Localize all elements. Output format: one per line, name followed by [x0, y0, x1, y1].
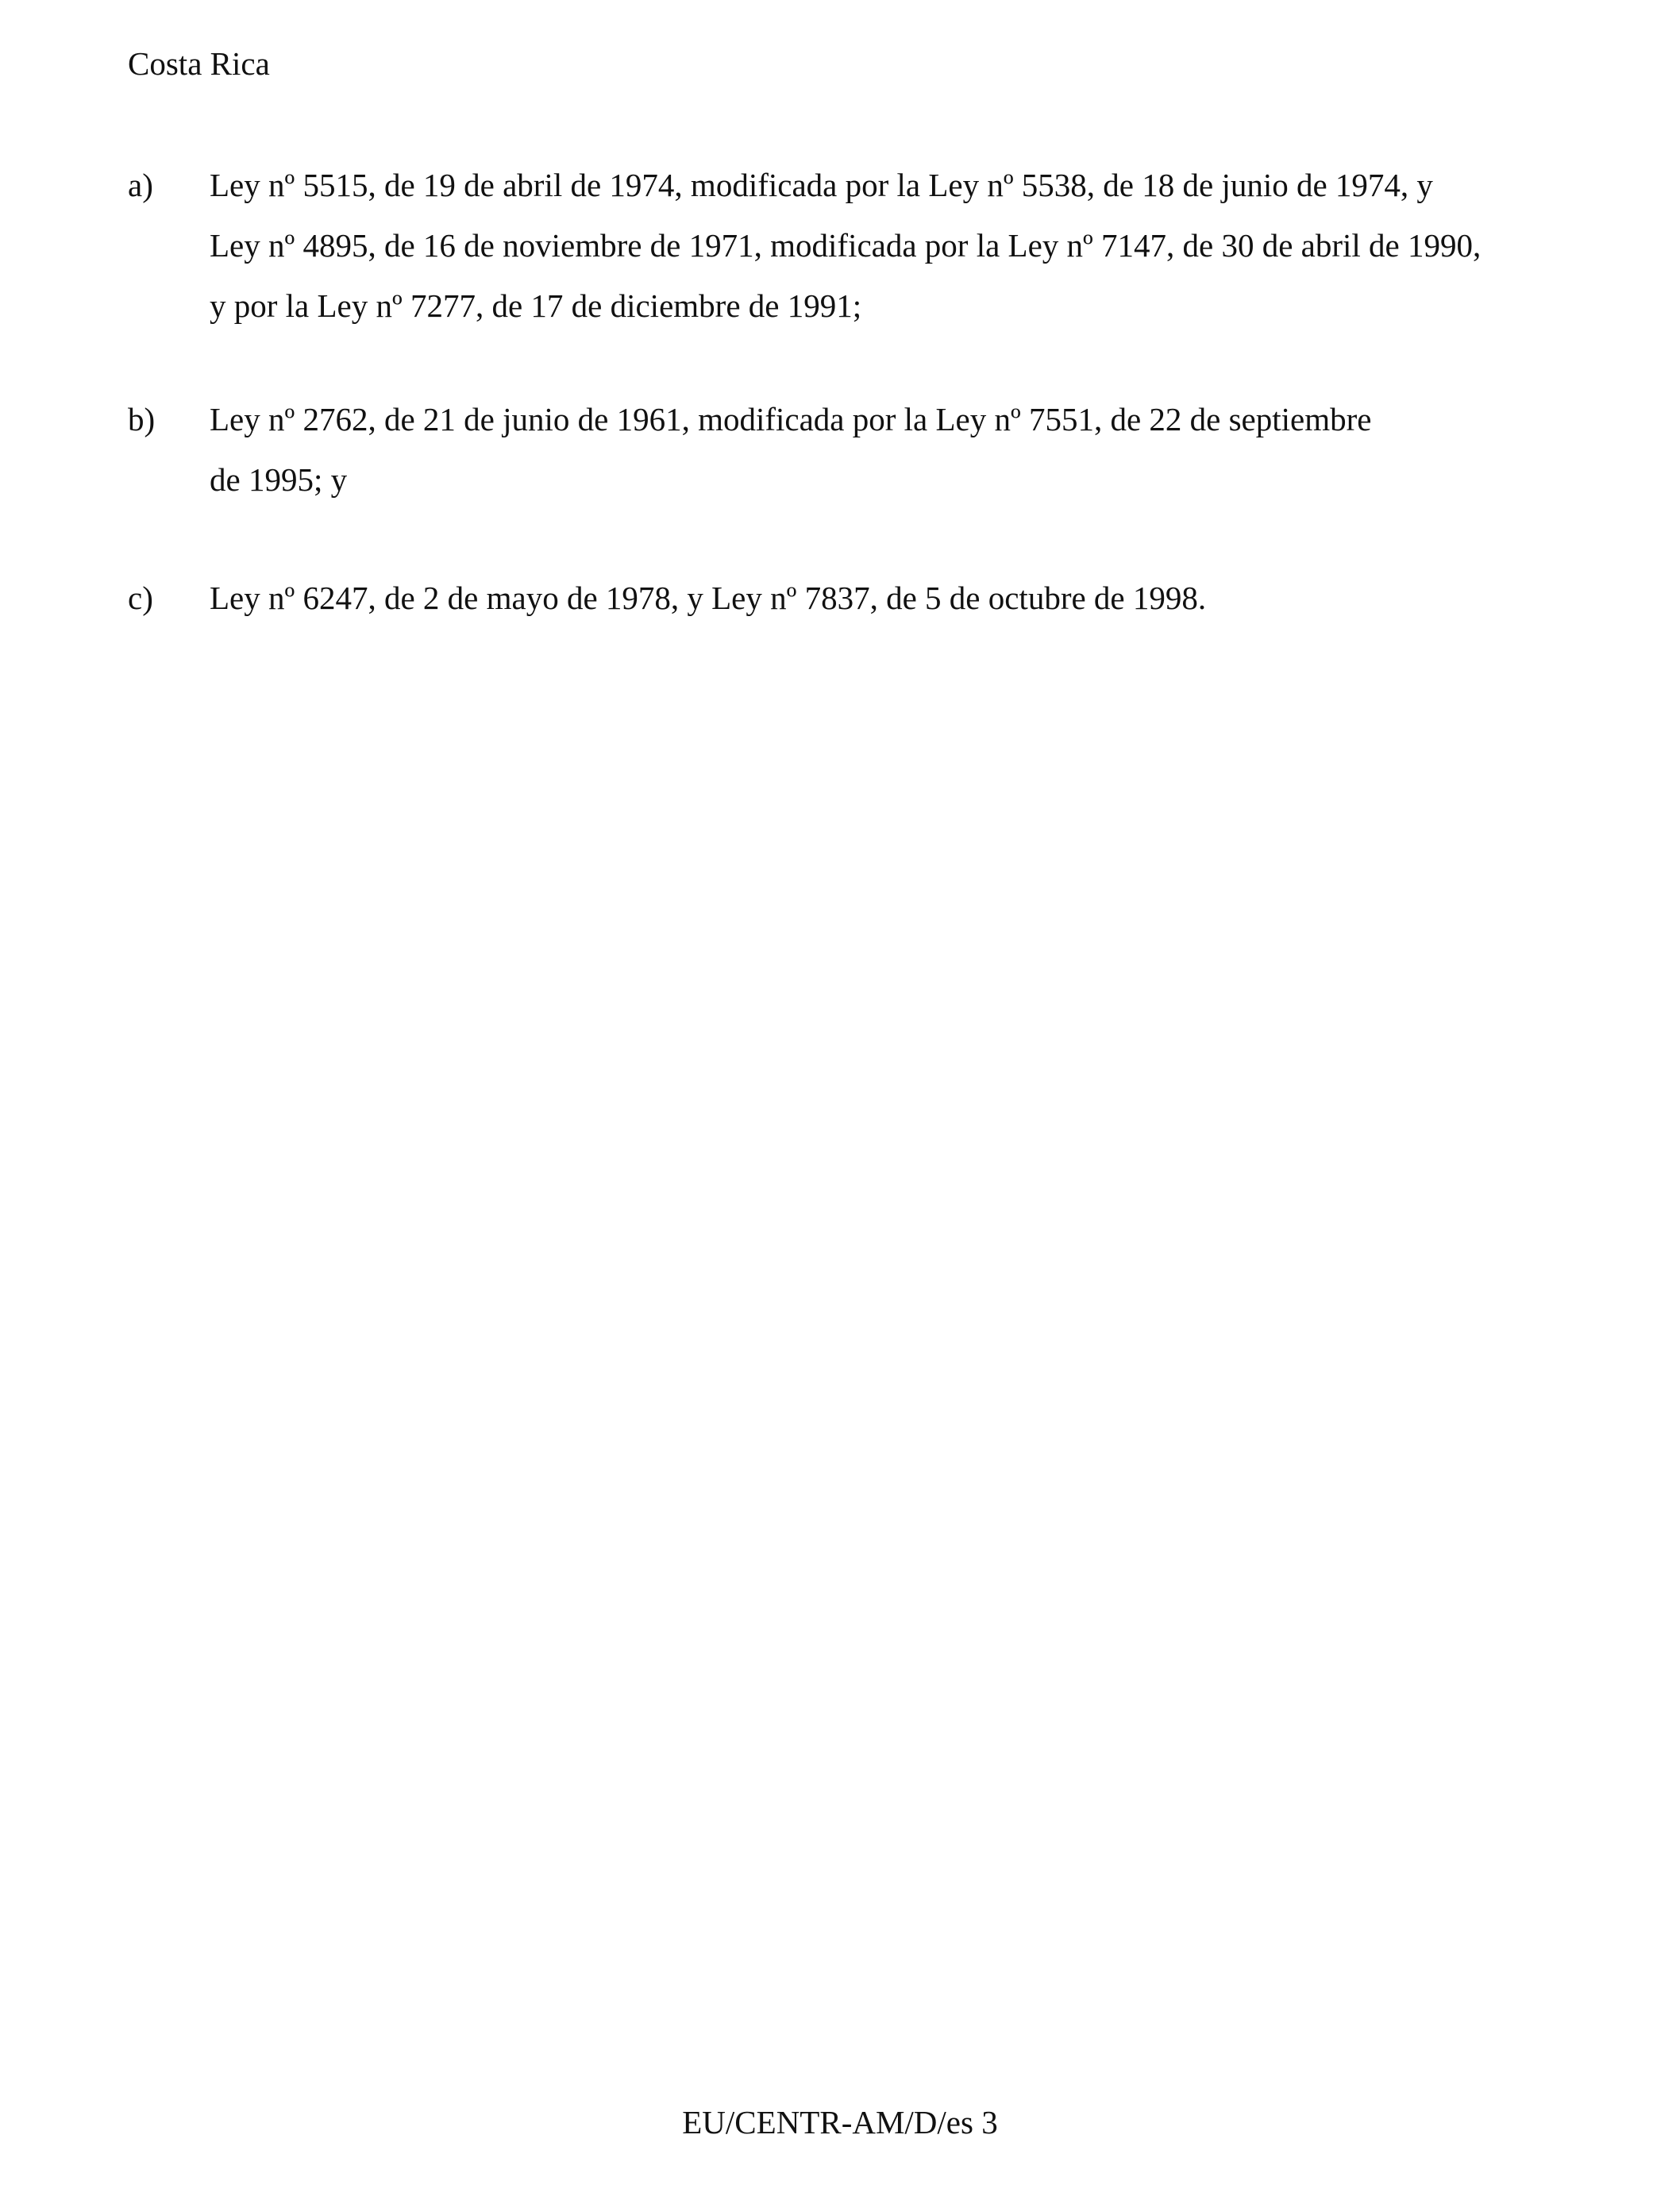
list-item-a: [128, 155, 1581, 336]
list-text-line: Ley nº 2762, de 21 de junio de 1961, modificada por la Ley nº 7551, de 22 de septiembre: [210, 401, 1372, 437]
list-text-line: Ley nº 4895, de 16 de noviembre de 1971, modificada por la Ley nº 7147, de 30 de abril de 1990,: [210, 227, 1482, 264]
list-text-a: [210, 155, 1581, 336]
list-text-line: y por la Ley nº 7277, de 17 de diciembre de 1991;: [210, 287, 862, 324]
page-header-country: Costa Rica: [128, 45, 270, 82]
list-item-b: [128, 389, 1581, 510]
list-text-line: Ley nº 5515, de 19 de abril de 1974, modificada por la Ley nº 5538, de 18 de junio de 1974, y: [210, 167, 1433, 203]
list-text-b: [210, 389, 1581, 510]
list-marker-c: c): [128, 580, 153, 616]
list-text-line: de 1995; y: [210, 461, 348, 498]
list-marker-b: b): [128, 401, 156, 437]
page-footer-document-code: EU/CENTR-AM/D/es 3: [682, 2104, 998, 2140]
list-text-line: Ley nº 6247, de 2 de mayo de 1978, y Ley nº 7837, de 5 de octubre de 1998.: [210, 580, 1207, 616]
list-item-c: [128, 568, 1581, 628]
list-marker-a: a): [128, 167, 153, 203]
list-text-c: [210, 568, 1581, 628]
